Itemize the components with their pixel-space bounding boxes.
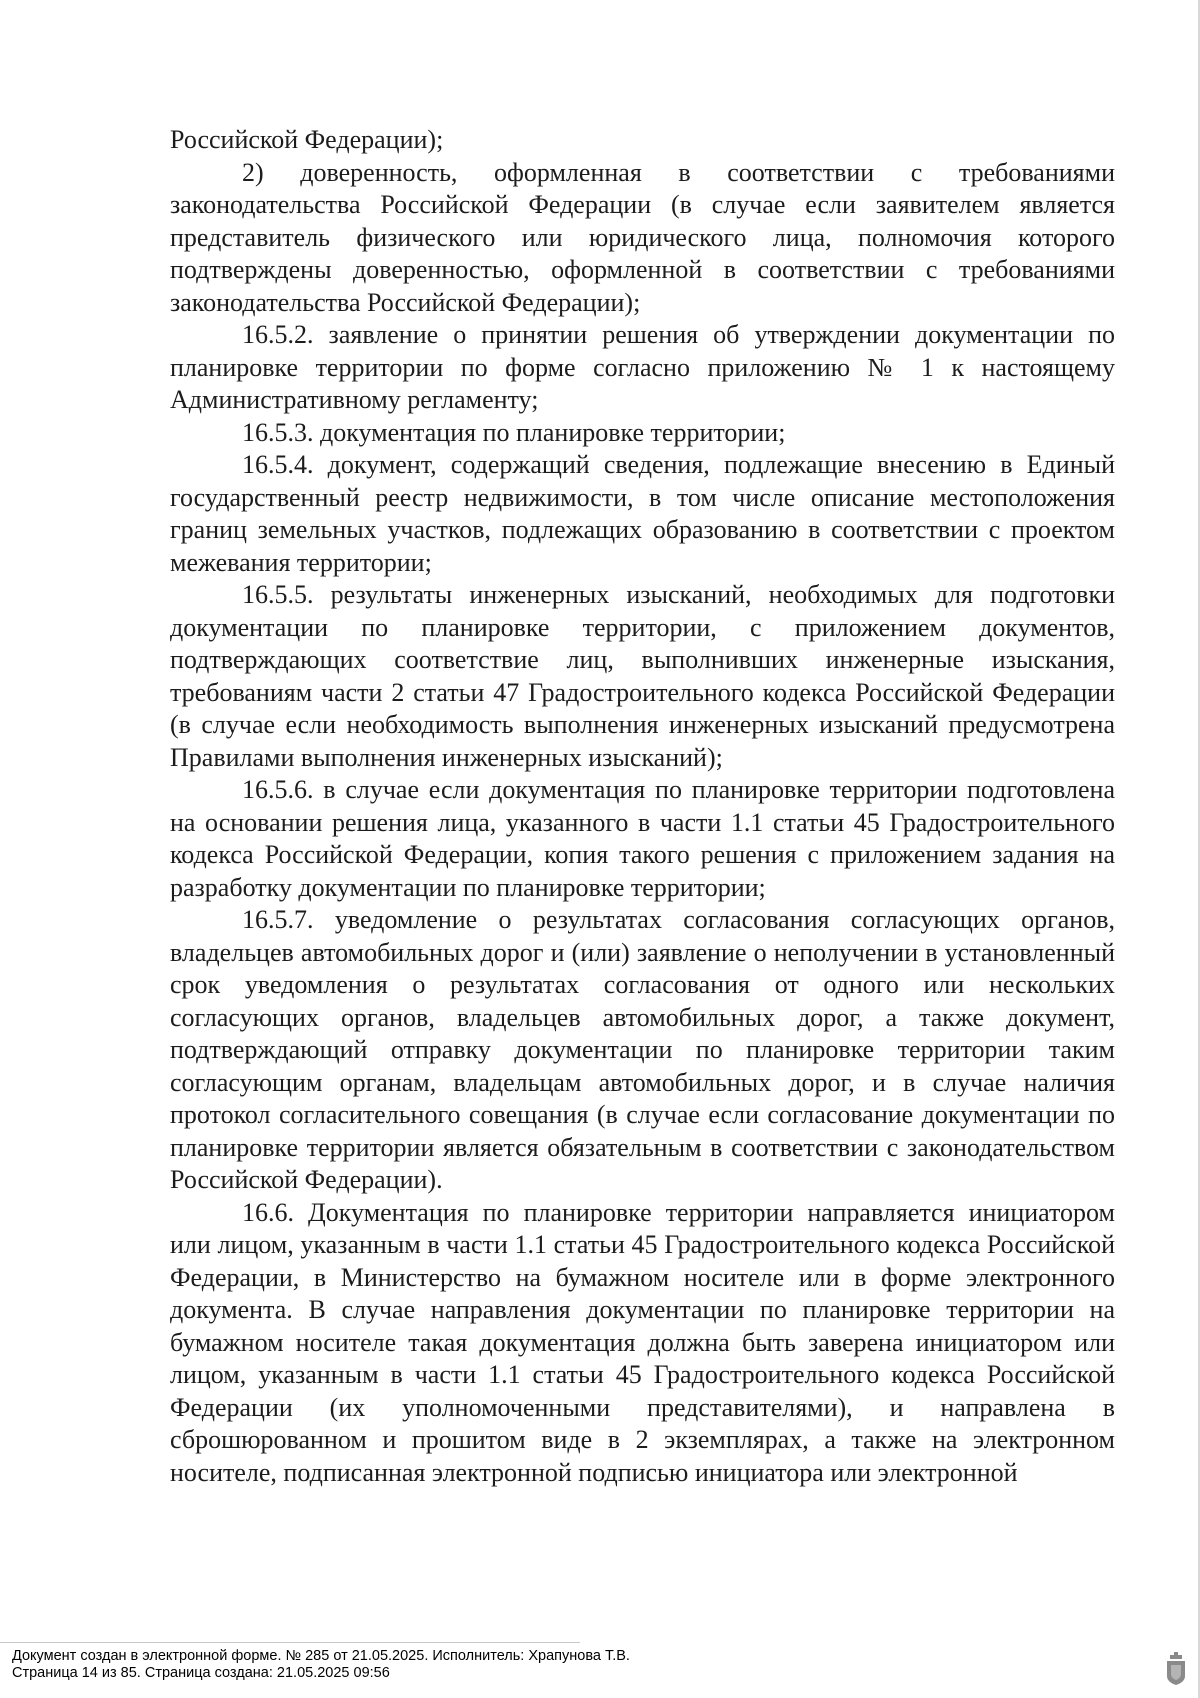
footer-page-info: Страница 14 из 85. Страница создана: 21.05.2025 09:56 <box>12 1665 390 1681</box>
paragraph-16-5-6: 16.5.6. в случае если документация по планировке территории подготовлена на основании решения лица, указанного в части 1.1 статьи 45 Градостроительного кодекса Российской Федерации, копия такого решения с приложением задания на разработку документации по планировке территории; <box>170 775 1115 902</box>
paragraph-16-5-5: 16.5.5. результаты инженерных изысканий, необходимых для подготовки документации по планировке территории, с приложением документов, подтверждающих соответствие лиц, выполнивших инженерные изыскания, требованиям части 2 статьи 47 Градостроительного кодекса Российской Федерации (в случае если необходимость выполнения инженерных изысканий предусмотрена Правилами выполнения инженерных изысканий); <box>170 580 1115 772</box>
coat-of-arms-icon <box>1166 1652 1186 1686</box>
paragraph-power-of-attorney: 2) доверенность, оформленная в соответствии с требованиями законодательства Российской Федерации (в случае если заявителем является представитель физического или юридического лица, полномочия которого подтверждены доверенностью, оформленной в соответствии с требованиями законодательства Российской Федерации); <box>170 157 1115 317</box>
footer-divider <box>0 1642 580 1643</box>
paragraph-16-5-2: 16.5.2. заявление о принятии решения об утверждении документации по планировке территории по форме согласно приложению № 1 к настоящему Административному регламенту; <box>170 320 1115 414</box>
footer-document-info: Документ создан в электронной форме. № 285 от 21.05.2025. Исполнитель: Храпунова Т.В. <box>12 1648 630 1664</box>
paragraph-16-5-4: 16.5.4. документ, содержащий сведения, подлежащие внесению в Единый государственный реестр недвижимости, в том числе описание местоположения границ земельных участков, подлежащих образованию в соответствии с проектом межевания территории; <box>170 450 1115 577</box>
paragraph-continuation: Российской Федерации); <box>170 125 444 154</box>
document-body <box>170 124 1115 1489</box>
paragraph-16-5-3: 16.5.3. документация по планировке территории; <box>242 417 786 447</box>
paragraph-16-6: 16.6. Документация по планировке территории направляется инициатором или лицом, указанным в части 1.1 статьи 45 Градостроительного кодекса Российской Федерации, в Министерство на бумажном носителе или в форме электронного документа. В случае направления документации по планировке территории на бумажном носителе такая документация должна быть заверена инициатором или лицом, указанным в части 1.1 статьи 45 Градостроительного кодекса Российской Федерации (их уполномоченными представителями), и направлена в сброшюрованном и прошитом виде в 2 экземплярах, а также на электронном носителе, подписанная электронной подписью инициатора или электронной <box>170 1197 1115 1487</box>
paragraph-16-5-7: 16.5.7. уведомление о результатах согласования согласующих органов, владельцев автомобильных дорог и (или) заявление о неполучении в установленный срок уведомления о результатах согласования от одного или нескольких согласующих органов, владельцев автомобильных дорог, а также документ, подтверждающий отправку документации по планировке территории таким согласующим органам, владельцам автомобильных дорог, и в случае наличия протокол согласительного совещания (в случае если согласование документации по планировке территории является обязательным в соответствии с законодательством Российской Федерации). <box>170 905 1115 1194</box>
document-footer <box>12 1648 1192 1682</box>
